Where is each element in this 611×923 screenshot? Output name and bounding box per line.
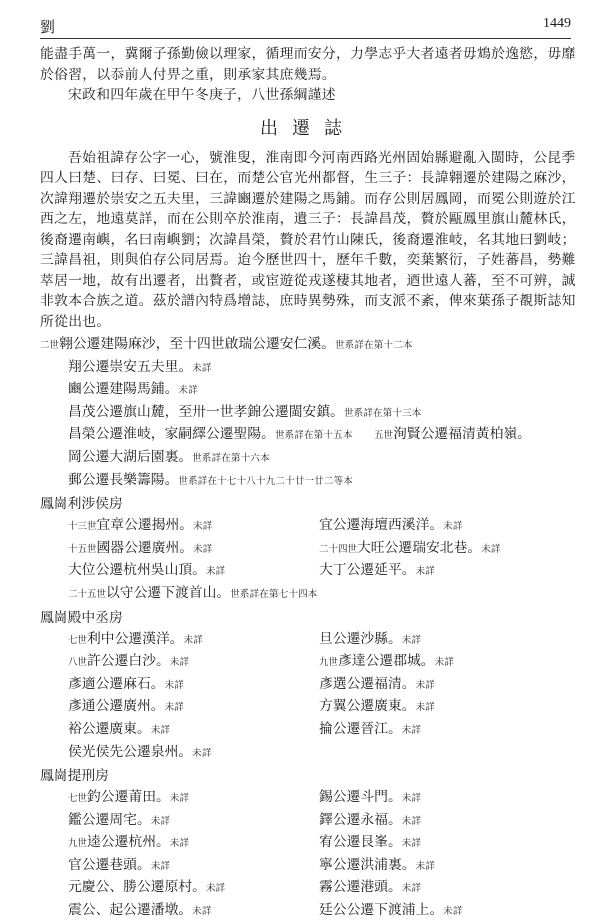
generation-label: 十三世 <box>68 521 97 533</box>
migration-entry <box>68 424 576 447</box>
entry-row <box>40 742 576 765</box>
entry-row <box>40 719 576 742</box>
migration-entry-right <box>374 424 531 447</box>
entry-text: 彥選公遷福清。 <box>319 675 416 692</box>
generation-label: 九世 <box>319 657 339 669</box>
intro-paragraph: 吾始祖諱存公字一心，號淮叟，淮南即今河南西路光州固始縣避亂入閩時，公昆季四人曰楚、曰存、曰冕、曰在，而楚公官光州都督，生三子：長諱翱遷於建陽之麻沙，次諱翔遷於崇安之五夫里，三諱豳遷於建陽之馬鋪。而存公則居鳳岡，而冕公則遊於江西之左，地遠莫詳，而在公則卒於淮南，遺三子：長諱昌茂，贅於甌鳳里旗山麓林氏，後裔遷南嶼，名曰南嶼劉；次諱昌榮，贅於君竹山陳氏，後裔遷淮岐，名其地曰劉岐；三諱昌祖，則與伯存公同居焉。迨今歷世四十，歷年千數，奕葉繁衍，子姓蕃昌，勢難萃居一地，故有出遷者，出贅者，或宦遊從戎遂棲其地者，迺世遠人蕃，至不可辨，誠非敦本合族之道。茲於譜內特爲增誌，庶時異勢殊，而支派不紊，俾來葉孫子覩斯誌知所從出也。 <box>40 149 576 330</box>
entry-text: 利中公遷漢洋。 <box>87 630 184 647</box>
entry-note: 未詳 <box>164 702 184 714</box>
migration-entry <box>40 334 576 357</box>
entry-note: 世系詳在十七十八十九二十廿一廿二等本 <box>178 475 353 487</box>
entry-text: 掄公遷晉江。 <box>319 720 402 737</box>
generation-label: 二十四世 <box>319 543 358 555</box>
entry-text: 豳公遷建陽馬鋪。 <box>68 381 179 398</box>
branch-heading: 鳳崗提刑房 <box>40 768 109 785</box>
entry-text: 鐸公遷永福。 <box>319 811 402 828</box>
entry-note: 未詳 <box>401 838 422 850</box>
entry-note: 世系詳在第七十四本 <box>230 588 318 600</box>
page-header <box>40 10 571 39</box>
entry-note: 世系詳在第十二本 <box>334 340 413 351</box>
entry-text: 侯光侯先公遷泉州。 <box>68 743 193 760</box>
entry-note: 未詳 <box>401 634 422 646</box>
migration-entry <box>68 447 576 470</box>
entry-note: 未詳 <box>415 702 435 714</box>
entry-text: 大位公遷杭州吳山頂。 <box>68 562 206 579</box>
entry-text: 昌茂公遷旗山麓，至卅一世孝錦公遷閩安鎮。 <box>68 403 344 420</box>
entry-note: 未詳 <box>192 362 212 374</box>
preface-paragraph: 能盡手萬一，冀爾子孫勤儉以理家，循理而安分，力學志乎大者遠者毋鴆於逸慾，毋靡於俗習，以忝前人付畀之重，則承家其庶幾焉。 <box>40 46 576 83</box>
entry-text: 大丁公遷延平。 <box>319 562 416 579</box>
entry-text: 錫公遷斗門。 <box>319 789 402 806</box>
branch-heading: 鳳崗殿中丞房 <box>40 609 123 626</box>
entry-note: 世系詳在第十六本 <box>192 452 270 464</box>
entry-note: 未詳 <box>169 838 190 850</box>
entry-row <box>40 651 576 674</box>
migration-entry <box>68 470 576 493</box>
preface-signature: 宋政和四年歲在甲午冬庚子，八世孫綱謹述 <box>68 87 336 103</box>
generation-label: 七世 <box>68 634 88 646</box>
generation-label: 二十五世 <box>68 588 107 600</box>
entry-note: 未詳 <box>192 906 212 918</box>
entry-text: 寧公遷洪浦裏。 <box>319 856 416 873</box>
entry-row <box>40 674 576 697</box>
entry-text: 宜公遷海壇西溪洋。 <box>319 517 444 534</box>
migration-entry <box>68 402 576 425</box>
entry-text: 逵公遷杭州。 <box>87 834 170 851</box>
migration-entry <box>68 357 576 380</box>
entry-text: 釣公遷莆田。 <box>87 789 170 806</box>
entry-row <box>40 787 576 810</box>
entry-note: 世系詳在第十五本 <box>274 430 353 442</box>
entry-note: 未詳 <box>415 860 435 872</box>
entry-text: 昌榮公遷淮岐，家嗣繹公遷聖陽。 <box>68 426 275 443</box>
generation-label: 七世 <box>68 793 88 805</box>
entry-row <box>40 538 576 561</box>
entry-note: 未詳 <box>150 860 171 872</box>
entry-note: 未詳 <box>164 679 184 691</box>
entry-note: 未詳 <box>401 793 422 805</box>
entry-note: 未詳 <box>169 657 190 669</box>
entry-note: 未詳 <box>443 521 463 533</box>
entry-note: 未詳 <box>192 747 212 759</box>
entry-text: 官公遷巷頭。 <box>68 856 151 873</box>
entry-note: 未詳 <box>443 906 463 918</box>
migration-entry <box>68 583 576 606</box>
entry-row <box>40 810 576 833</box>
entry-text: 宥公遷艮峯。 <box>319 834 402 851</box>
generation-label: 八世 <box>68 657 88 669</box>
entry-row <box>40 560 576 583</box>
entry-note: 未詳 <box>205 566 226 578</box>
entry-text: 洵賢公遷福清黃柏嶺。 <box>393 426 531 443</box>
entry-note: 未詳 <box>415 566 435 578</box>
entry-text: 岡公遷大湖后園裏。 <box>68 448 193 465</box>
entries-top <box>40 334 576 492</box>
generation-label: 二世 <box>40 340 60 351</box>
entry-text: 彥適公遷麻石。 <box>68 675 165 692</box>
entry-row <box>40 832 576 855</box>
entry-text: 國器公遷廣州。 <box>96 539 194 556</box>
generation-label: 五世 <box>374 430 394 442</box>
entry-text: 以守公遷下渡首山。 <box>106 584 231 601</box>
migration-entry <box>68 379 576 402</box>
entry-text: 震公、起公遷潘墩。 <box>68 902 193 919</box>
entry-note: 未詳 <box>178 385 198 397</box>
branch-heading: 鳳崗利涉侯房 <box>40 496 123 513</box>
entry-text: 元慶公、勝公遷原村。 <box>68 879 206 896</box>
entry-row <box>40 855 576 878</box>
entry-row <box>40 900 576 923</box>
entry-note: 未詳 <box>415 679 435 691</box>
entry-note: 未詳 <box>401 724 422 736</box>
page-body <box>40 44 576 923</box>
entry-note: 未詳 <box>150 724 171 736</box>
entry-note: 未詳 <box>193 521 213 533</box>
entry-note: 未詳 <box>434 657 454 669</box>
entry-note: 未詳 <box>205 883 226 895</box>
entry-text: 鑑公遷周宅。 <box>68 811 151 828</box>
page-number: 1449 <box>543 16 571 31</box>
entry-text: 霧公遷港頭。 <box>319 879 402 896</box>
entry-text: 翔公遷崇安五夫里。 <box>68 358 193 375</box>
entry-note: 未詳 <box>193 543 213 555</box>
entry-text: 彥通公遷廣州。 <box>68 698 165 715</box>
entry-text: 廷公公遷下渡浦上。 <box>319 902 444 919</box>
entry-note: 未詳 <box>401 883 422 895</box>
entry-note: 未詳 <box>401 815 422 827</box>
section-title: 出遷誌 <box>260 117 356 139</box>
entry-text: 翱公遷建陽麻沙，至十四世啟瑞公遷安仁溪。 <box>59 336 335 352</box>
entry-text: 郵公遷長樂籌陽。 <box>68 471 179 488</box>
generation-label: 九世 <box>68 838 88 850</box>
entry-text: 宜章公遷揭州。 <box>96 517 194 534</box>
entry-text: 許公遷白沙。 <box>87 653 170 670</box>
entry-note: 未詳 <box>169 793 190 805</box>
entry-text: 大旺公遷瑞安北巷。 <box>357 539 482 556</box>
entry-row <box>40 877 576 900</box>
entry-row <box>40 696 576 719</box>
entry-text: 旦公遷沙縣。 <box>319 630 402 647</box>
entry-row <box>40 515 576 538</box>
entry-row <box>40 629 576 652</box>
entry-text: 彥達公遷郡城。 <box>338 653 435 670</box>
entry-text: 裕公遷廣東。 <box>68 720 151 737</box>
entry-note: 未詳 <box>150 815 171 827</box>
entry-note: 未詳 <box>183 634 203 646</box>
entry-note: 未詳 <box>481 543 501 555</box>
entry-text: 方翼公遷廣東。 <box>319 698 416 715</box>
generation-label: 十五世 <box>68 543 97 555</box>
entry-note: 世系詳在第十三本 <box>343 407 422 419</box>
running-head: 劉 <box>40 18 56 36</box>
